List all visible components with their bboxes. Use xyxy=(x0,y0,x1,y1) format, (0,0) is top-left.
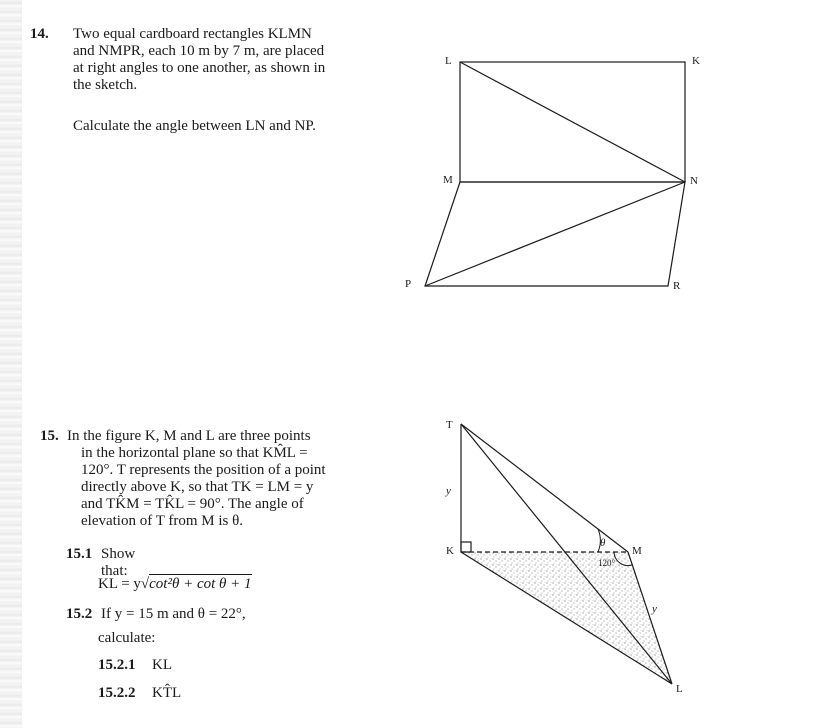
question-15-line-2: in the horizontal plane so that KM̂L = xyxy=(81,445,308,461)
sqrt-sign: √ xyxy=(140,576,150,592)
question-14-task: Calculate the angle between LN and NP. xyxy=(73,118,316,134)
question-15-line-6: elevation of T from M is θ. xyxy=(81,513,244,529)
right-angle-mark xyxy=(461,542,471,552)
label-k: K xyxy=(692,55,700,67)
label-k2: K xyxy=(446,545,454,557)
question-15-line-1: In the figure K, M and L are three points xyxy=(67,428,311,444)
label-theta: θ xyxy=(600,537,606,549)
line-ln xyxy=(460,62,685,182)
figure-14 xyxy=(425,62,685,286)
subquestion-15-2-continuation: calculate: xyxy=(98,630,156,646)
label-p: P xyxy=(405,278,412,290)
label-y-tk: y xyxy=(446,485,451,497)
label-r: R xyxy=(673,280,681,292)
label-t: T xyxy=(446,419,453,431)
question-14-line-4: the sketch. xyxy=(73,77,138,93)
question-14-line-3: at right angles to one another, as shown in xyxy=(73,60,326,76)
formula-lhs: KL = y xyxy=(98,576,141,592)
subquestion-15-2-1-text: KL xyxy=(152,657,172,673)
question-14-line-1: Two equal cardboard rectangles KLMN xyxy=(73,26,312,42)
label-l2: L xyxy=(676,683,683,695)
subquestion-15-2-number: 15.2 xyxy=(66,606,93,622)
question-15-line-3: 120°. T represents the position of a point xyxy=(81,462,326,478)
question-14-number: 14. xyxy=(30,26,49,42)
subquestion-15-1-text: Show that: xyxy=(101,546,136,579)
formula-radicand: cot²θ + cot θ + 1 xyxy=(149,576,252,592)
label-y-lm: y xyxy=(652,603,657,615)
edge-tm xyxy=(461,424,628,552)
label-m: M xyxy=(443,174,453,186)
subquestion-15-2-1-number: 15.2.1 xyxy=(98,657,136,673)
label-l: L xyxy=(445,55,452,67)
subquestion-15-1-number: 15.1 xyxy=(66,546,93,562)
line-np xyxy=(425,182,685,286)
subquestion-15-2-2-text: KT̂L xyxy=(152,685,182,701)
question-14-line-2: and NMPR, each 10 m by 7 m, are placed xyxy=(73,43,325,59)
subquestion-15-2-text: If y = 15 m and θ = 22°, xyxy=(101,606,246,622)
figure-14-labels xyxy=(405,55,700,292)
label-n: N xyxy=(690,175,698,187)
label-120: 120° xyxy=(598,558,616,568)
subquestion-15-2-2-number: 15.2.2 xyxy=(98,685,136,701)
label-m2: M xyxy=(632,545,642,557)
question-15-line-4: directly above K, so that TK = LM = y xyxy=(81,479,314,495)
question-15-line-5: and TK̂M = TK̂L = 90°. The angle of xyxy=(81,496,304,512)
question-15-number: 15. xyxy=(40,428,59,444)
